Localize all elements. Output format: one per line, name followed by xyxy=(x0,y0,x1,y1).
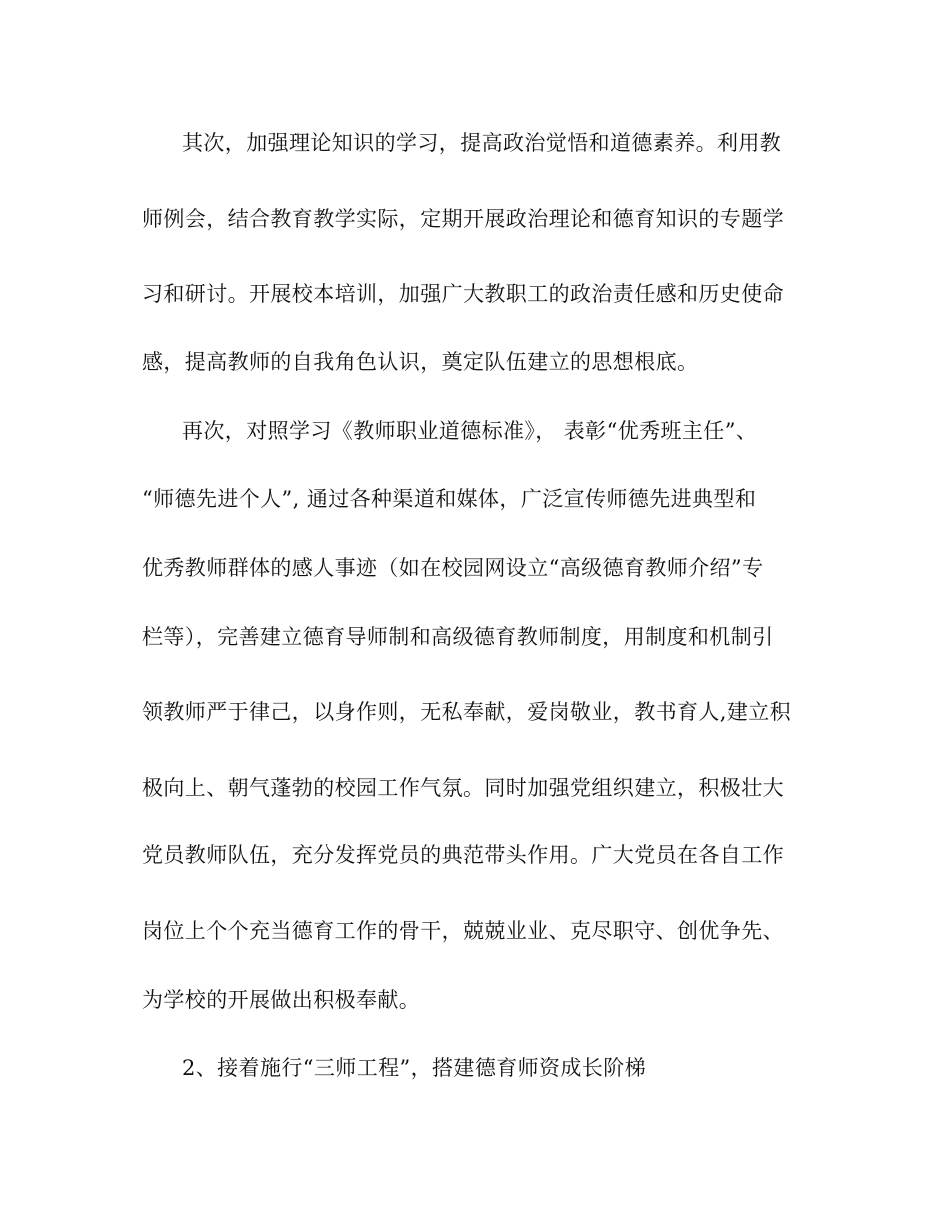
section-heading: 2、接着施行“三师工程”，搭建德育师资成长阶梯 xyxy=(182,1056,647,1080)
paragraph-line-12: 岗位上个个充当德育工作的骨干，兢兢业业、克尽职守、创优争先、 xyxy=(142,919,784,943)
paragraph-line-13: 为学校的开展做出积极奉献。 xyxy=(142,988,421,1012)
paragraph-line-8: 栏等），完善建立德育导师制和高级德育教师制度，用制度和机制引 xyxy=(142,625,774,649)
paragraph-line-4: 感，提高教师的自我角色认识，奠定队伍建立的思想根底。 xyxy=(142,350,699,374)
paragraph-line-3: 习和研讨。开展校本培训，加强广大教职工的政治责任感和历史使命 xyxy=(142,282,784,306)
paragraph-line-7: 优秀教师群体的感人事迹（如在校园网设立“高级德育教师介绍”专 xyxy=(142,556,764,580)
paragraph-line-5: 再次，对照学习《教师职业道德标准》， 表彰“优秀班主任”、 xyxy=(182,419,758,443)
paragraph-line-6: “师德先进个人”, 通过各种渠道和媒体，广泛宣传师德先进典型和 xyxy=(142,487,757,511)
paragraph-line-11: 党员教师队伍，充分发挥党员的典范带头作用。广大党员在各自工作 xyxy=(142,843,784,867)
paragraph-line-9: 领教师严于律己，以身作则，无私奉献，爱岗敬业，教书育人,建立积 xyxy=(142,700,792,724)
paragraph-line-1: 其次，加强理论知识的学习，提高政治觉悟和道德素养。利用教 xyxy=(182,131,782,155)
paragraph-line-2: 师例会，结合教育教学实际，定期开展政治理论和德育知识的专题学 xyxy=(142,207,784,231)
paragraph-line-10: 极向上、朝气蓬勃的校园工作气氛。同时加强党组织建立，积极壮大 xyxy=(142,776,784,800)
